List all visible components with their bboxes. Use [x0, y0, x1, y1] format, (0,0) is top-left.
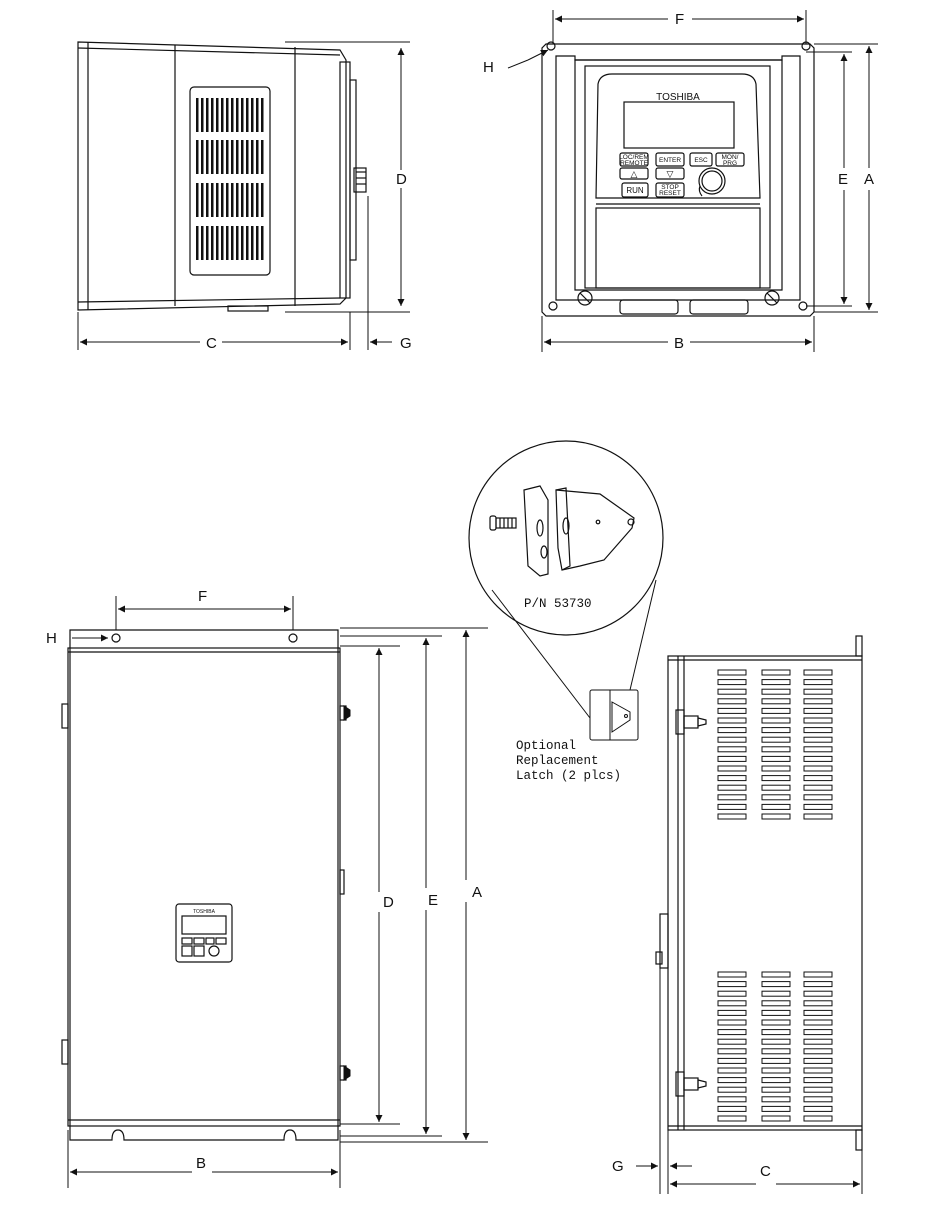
- vent-slot: [804, 776, 832, 781]
- vent-slot: [226, 226, 229, 260]
- vent-slot: [762, 982, 790, 987]
- vent-slot: [216, 140, 219, 174]
- latch-caption-line1: Optional: [516, 739, 577, 753]
- vent-slot: [718, 1068, 746, 1073]
- vent-slot: [762, 1010, 790, 1015]
- vent-slot: [236, 98, 239, 132]
- vent-slot: [718, 756, 746, 761]
- vent-slot: [804, 766, 832, 771]
- vent-slot: [206, 183, 209, 217]
- view4-dimensions: [68, 596, 488, 1188]
- vent-slot: [718, 699, 746, 704]
- keypad-down-arrow-icon: ▽: [666, 170, 674, 180]
- vent-slot: [804, 1010, 832, 1015]
- vent-slot: [804, 991, 832, 996]
- vent-slot: [804, 1078, 832, 1083]
- vent-slot: [804, 1106, 832, 1111]
- keypad-brand: TOSHIBA: [656, 92, 700, 103]
- vent-slot: [804, 814, 832, 819]
- vent-slot: [804, 708, 832, 713]
- vent-slot: [216, 98, 219, 132]
- vent-slot: [221, 140, 224, 174]
- vent-slot: [804, 1087, 832, 1092]
- vent-slot: [804, 670, 832, 675]
- vent-slot: [201, 226, 204, 260]
- vent-slot: [762, 718, 790, 723]
- vent-slot: [718, 1020, 746, 1025]
- vent-slot: [718, 1097, 746, 1102]
- vent-slot: [762, 814, 790, 819]
- vent-slot: [804, 1001, 832, 1006]
- vent-slot: [718, 982, 746, 987]
- dim-label-d-large: D: [383, 894, 394, 911]
- vent-slot: [718, 670, 746, 675]
- large-unit-side-fasteners: [344, 706, 350, 1080]
- vent-slot: [718, 776, 746, 781]
- view2-dimensions: [508, 10, 878, 352]
- vent-slot: [211, 140, 214, 174]
- vent-slot: [718, 718, 746, 723]
- vent-slot: [231, 98, 234, 132]
- keypad-prg-label: PRG: [722, 160, 738, 167]
- vent-slot: [251, 140, 254, 174]
- vent-slot: [256, 98, 259, 132]
- vent-slot: [226, 140, 229, 174]
- vent-slot: [206, 226, 209, 260]
- dim-label-b-front: B: [674, 335, 685, 352]
- vent-slot: [762, 728, 790, 733]
- vent-slot: [196, 98, 199, 132]
- vent-slot: [261, 226, 264, 260]
- vent-slot: [241, 98, 244, 132]
- vent-slot: [261, 98, 264, 132]
- vent-slot: [241, 140, 244, 174]
- vent-slot: [196, 226, 199, 260]
- vent-slot: [762, 1001, 790, 1006]
- dim-label-e-large: E: [428, 892, 439, 909]
- small-unit-side-view: [78, 42, 366, 311]
- large-unit-front-view: [62, 630, 346, 1140]
- vent-slot: [762, 766, 790, 771]
- vent-slot: [762, 1020, 790, 1025]
- vent-slot: [762, 1087, 790, 1092]
- vent-slot: [804, 718, 832, 723]
- vent-slot: [246, 226, 249, 260]
- vent-slot: [718, 785, 746, 790]
- vent-slot: [804, 804, 832, 809]
- vent-slot: [718, 1049, 746, 1054]
- vent-slot: [241, 183, 244, 217]
- vent-slot: [236, 226, 239, 260]
- vent-slot: [762, 747, 790, 752]
- vent-slot: [762, 1039, 790, 1044]
- latch-caption-line3: Latch (2 plcs): [516, 769, 622, 783]
- vent-slot: [762, 1030, 790, 1035]
- vent-slot: [216, 183, 219, 217]
- vent-slot: [804, 756, 832, 761]
- side-view-vent-slots: [196, 98, 264, 260]
- vent-slot: [762, 1078, 790, 1083]
- vent-slot: [216, 226, 219, 260]
- latch-part-number: P/N 53730: [524, 597, 592, 611]
- vent-slot: [762, 1068, 790, 1073]
- vent-slot: [718, 1039, 746, 1044]
- vent-slot: [196, 140, 199, 174]
- vent-slot: [718, 1106, 746, 1111]
- keypad-reset-label: RESET: [659, 190, 681, 197]
- vent-slot: [762, 756, 790, 761]
- dim-label-a-large: A: [472, 884, 483, 901]
- vent-slot: [211, 226, 214, 260]
- vent-slot: [246, 183, 249, 217]
- vent-slot: [251, 226, 254, 260]
- large-side-vent-slots: [718, 670, 832, 1121]
- vent-slot: [804, 728, 832, 733]
- keypad-mon-label: MON/: [721, 154, 739, 161]
- vent-slot: [718, 1058, 746, 1063]
- vent-slot: [718, 795, 746, 800]
- vent-slot: [762, 1049, 790, 1054]
- vent-slot: [762, 776, 790, 781]
- vent-slot: [762, 785, 790, 790]
- vent-slot: [261, 183, 264, 217]
- vent-slot: [201, 183, 204, 217]
- vent-slot: [804, 737, 832, 742]
- vent-slot: [246, 140, 249, 174]
- vent-slot: [762, 1116, 790, 1121]
- vent-slot: [762, 689, 790, 694]
- vent-slot: [261, 140, 264, 174]
- vent-slot: [246, 98, 249, 132]
- keypad-enter-label: ENTER: [658, 157, 682, 164]
- vent-slot: [718, 1116, 746, 1121]
- vent-slot: [718, 747, 746, 752]
- vent-slot: [762, 1106, 790, 1111]
- vent-slot: [196, 183, 199, 217]
- dim-label-e-front: E: [838, 171, 849, 188]
- vent-slot: [718, 972, 746, 977]
- keypad-remote-label: REMOTE: [620, 160, 648, 167]
- vent-slot: [762, 680, 790, 685]
- vent-slot: [718, 737, 746, 742]
- vent-slot: [221, 226, 224, 260]
- view5-dimensions: [636, 968, 862, 1194]
- vent-slot: [762, 670, 790, 675]
- vent-slot: [804, 1039, 832, 1044]
- dim-label-f-front: F: [675, 11, 685, 28]
- vent-slot: [804, 972, 832, 977]
- dim-label-c-large: C: [760, 1163, 771, 1180]
- vent-slot: [804, 1058, 832, 1063]
- vent-slot: [241, 226, 244, 260]
- vent-slot: [762, 737, 790, 742]
- vent-slot: [211, 183, 214, 217]
- vent-slot: [804, 699, 832, 704]
- vent-slot: [231, 226, 234, 260]
- vent-slot: [236, 140, 239, 174]
- vent-slot: [804, 747, 832, 752]
- vent-slot: [718, 708, 746, 713]
- vent-slot: [804, 1049, 832, 1054]
- vent-slot: [226, 183, 229, 217]
- vent-slot: [804, 1068, 832, 1073]
- vent-slot: [206, 140, 209, 174]
- dim-label-a-front: A: [864, 171, 875, 188]
- vent-slot: [251, 183, 254, 217]
- vent-slot: [226, 98, 229, 132]
- vent-slot: [804, 1097, 832, 1102]
- dim-label-b-large: B: [196, 1155, 207, 1172]
- dim-label-h-front: H: [483, 59, 494, 76]
- vent-slot: [718, 728, 746, 733]
- dim-label-d-side: D: [396, 171, 407, 188]
- vent-slot: [718, 814, 746, 819]
- vent-slot: [804, 982, 832, 987]
- dim-label-h-large: H: [46, 630, 57, 647]
- vent-slot: [762, 972, 790, 977]
- view1-dimensions: [78, 42, 410, 350]
- vent-slot: [718, 1078, 746, 1083]
- vent-slot: [256, 226, 259, 260]
- vent-slot: [804, 680, 832, 685]
- latch-caption-line2: Replacement: [516, 754, 599, 768]
- vent-slot: [804, 1030, 832, 1035]
- vent-slot: [718, 991, 746, 996]
- vent-slot: [804, 689, 832, 694]
- vent-slot: [762, 708, 790, 713]
- dim-label-g-large: G: [612, 1158, 624, 1175]
- vent-slot: [231, 183, 234, 217]
- front-view-keypad-text: [619, 92, 738, 197]
- vent-slot: [718, 1030, 746, 1035]
- vent-slot: [718, 689, 746, 694]
- vent-slot: [804, 1020, 832, 1025]
- keypad-esc-label: ESC: [694, 157, 708, 164]
- keypad-loc-rem-label: LOC/REM: [619, 154, 649, 161]
- vent-slot: [804, 795, 832, 800]
- vent-slot: [762, 1058, 790, 1063]
- vent-slot: [804, 1116, 832, 1121]
- keypad-run-label: RUN: [626, 186, 644, 195]
- vent-slot: [804, 785, 832, 790]
- vent-slot: [718, 766, 746, 771]
- vent-slot: [718, 1087, 746, 1092]
- vent-slot: [718, 1001, 746, 1006]
- vent-slot: [221, 98, 224, 132]
- vent-slot: [211, 98, 214, 132]
- large-unit-keypad-brand: TOSHIBA: [193, 909, 215, 915]
- vent-slot: [718, 680, 746, 685]
- dim-label-c-side: C: [206, 335, 217, 352]
- vent-slot: [762, 991, 790, 996]
- vent-slot: [251, 98, 254, 132]
- vent-slot: [231, 140, 234, 174]
- vent-slot: [206, 98, 209, 132]
- vent-slot: [236, 183, 239, 217]
- vent-slot: [201, 98, 204, 132]
- keypad-up-arrow-icon: △: [630, 170, 638, 180]
- vent-slot: [201, 140, 204, 174]
- vent-slot: [762, 699, 790, 704]
- keypad-stop-label: STOP: [661, 184, 679, 191]
- small-unit-front-view: [542, 42, 814, 316]
- vent-slot: [718, 1010, 746, 1015]
- vent-slot: [762, 795, 790, 800]
- vent-slot: [256, 140, 259, 174]
- vent-slot: [256, 183, 259, 217]
- vent-slot: [718, 804, 746, 809]
- dim-label-f-large: F: [198, 588, 208, 605]
- vent-slot: [221, 183, 224, 217]
- vent-slot: [762, 804, 790, 809]
- dim-label-g-side: G: [400, 335, 412, 352]
- vent-slot: [762, 1097, 790, 1102]
